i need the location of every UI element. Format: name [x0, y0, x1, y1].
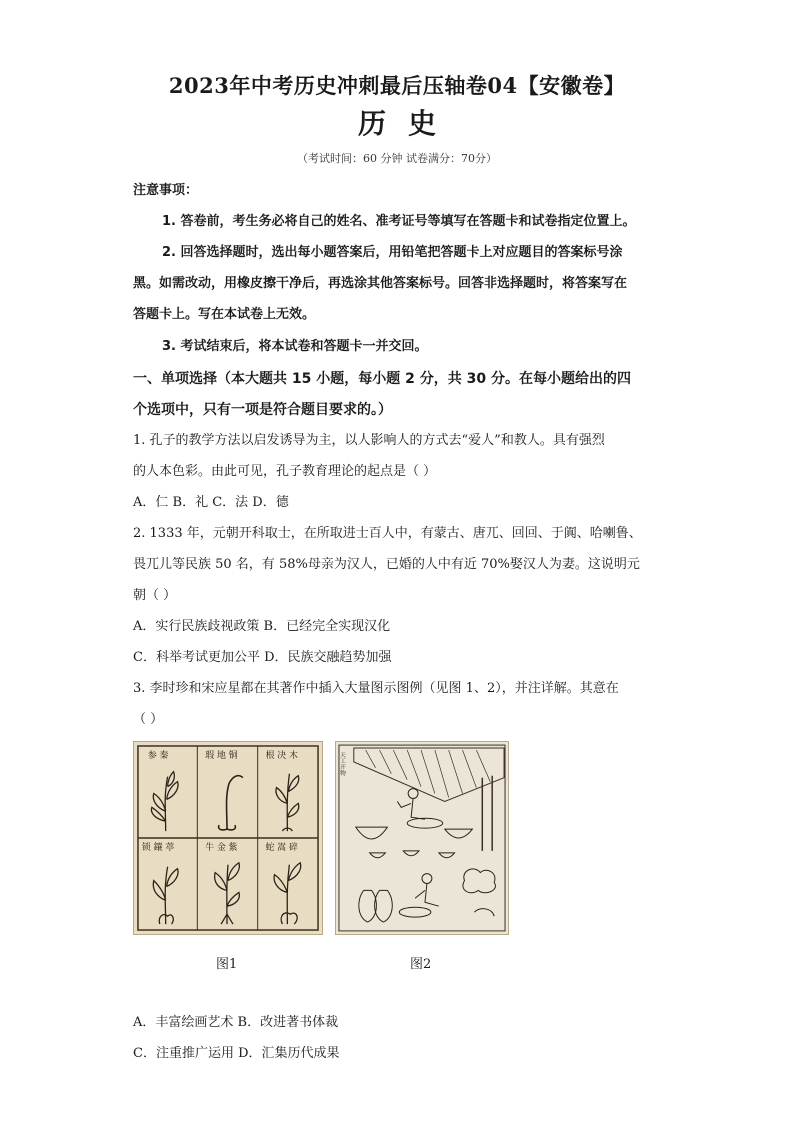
notice-label: 注意事项： — [133, 183, 199, 198]
figure-2-pottery-illustration — [335, 741, 509, 935]
notice-item-2-line-3: 答题卡上。写在本试卷上无效。 — [133, 307, 316, 322]
section-heading-line-2: 个选项中，只有一项是符合题目要求的。） — [133, 402, 392, 418]
fig1-label-6: 蛇 嵩 碎 — [265, 842, 298, 853]
herbal-plants-drawing — [134, 742, 322, 934]
notice-item-3: 3. 考试结束后，将本试卷和答题卡一并交回。 — [162, 339, 428, 354]
q1-line-1: 1. 孔子的教学方法以启发诱导为主，以人影响人的方式去“爱人”和教人。具有强烈 — [133, 433, 605, 448]
pottery-workshop-drawing — [336, 742, 508, 934]
fig1-label-5: 牛 金 紫 — [205, 842, 238, 853]
fig1-label-2: 瑕 地 铜 — [205, 750, 238, 761]
figure-1-caption: 图1 — [216, 957, 238, 972]
figure-2-caption: 图2 — [410, 957, 432, 972]
fig1-label-1: 参 秦 — [147, 750, 169, 761]
notice-item-1: 1. 答卷前，考生务必将自己的姓名、准考证号等填写在答题卡和试卷指定位置上。 — [162, 214, 636, 229]
fig2-label: 天工开物 — [338, 752, 346, 776]
q2-line-1: 2. 1333 年，元朝开科取士，在所取进士百人中，有蒙古、唐兀、回回、于阗、哈喇鲁、 — [133, 526, 642, 541]
q3-line-1: 3. 李时珍和宋应星都在其著作中插入大量图示图例（见图 1、2），并注详解。其意在 — [133, 681, 619, 696]
section-heading-line-1: 一、单项选择（本大题共 15 小题，每小题 2 分，共 30 分。在每小题给出的四 — [133, 371, 631, 387]
figure-1-herbal-illustration — [133, 741, 323, 935]
q2-line-2: 畏兀儿等民族 50 名，有 58%母亲为汉人，已婚的人中有近 70%娶汉人为妻。这说明元 — [133, 557, 640, 572]
q3-options-ab: A．丰富绘画艺术 B．改进著书体裁 — [133, 1015, 339, 1030]
q1-options: A．仁 B．礼 C．法 D．德 — [133, 495, 289, 510]
page-title: 2023年中考历史冲刺最后压轴卷04【安徽卷】 — [168, 73, 626, 98]
notice-item-2-line-1: 2. 回答选择题时，选出每小题答案后，用铅笔把答题卡上对应题目的答案标号涂 — [162, 245, 623, 260]
fig1-label-3: 根 决 木 — [265, 750, 298, 761]
q3-options-cd: C．注重推广运用 D．汇集历代成果 — [133, 1046, 340, 1061]
subject-title: 历史 — [357, 107, 458, 140]
q2-options-cd: C．科举考试更加公平 D．民族交融趋势加强 — [133, 650, 392, 665]
notice-item-2-line-2: 黑。如需改动，用橡皮擦干净后，再选涂其他答案标号。回答非选择题时，将答案写在 — [133, 276, 628, 291]
q2-options-ab: A．实行民族歧视政策 B．已经完全实现汉化 — [133, 619, 391, 634]
fig1-label-4: 锁 鑲 葶 — [141, 842, 175, 853]
q3-line-2: （ ） — [133, 712, 164, 727]
exam-info: （考试时间：60 分钟 试卷满分：70分） — [297, 152, 497, 165]
q1-line-2: 的人本色彩。由此可见，孔子教育理论的起点是（ ） — [133, 464, 437, 479]
q2-line-3: 朝（ ） — [133, 588, 177, 603]
